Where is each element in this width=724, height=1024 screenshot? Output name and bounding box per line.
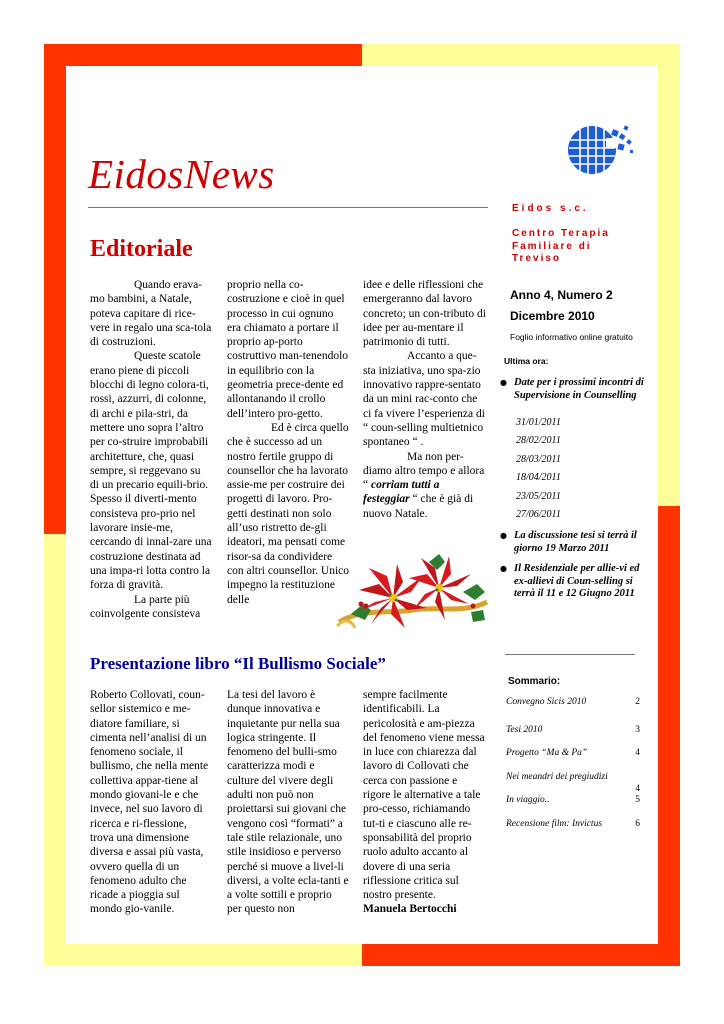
book-paragraph: La tesi del lavoro è dunque innovativa e inquietante pur nella sua logica stringente. Il fenomeno del bulli-smo caratterizza modi e culture del vivere degli adulti non può non proiettarsi sui giovani che vengono così “formati” a tale stile relazionale, uno stile insidioso e perverso perché si muove a livel-li diversi, a volte ecla-tanti e a volte sottili e proprio per questo non (227, 689, 349, 916)
editorial-column-2 (227, 278, 349, 607)
frame-bar-left-red (44, 44, 66, 534)
editorial-paragraph: Ed è circa quello che è successo ad un nostro fertile gruppo di counsellor che ha lavorato assie-me per costruire dei progetti di lavoro. Pro-getti destinati non solo all’uso ristretto de-gli ideatori, ma pensati come risor-sa da condividere con altri counsellor. Unico impegno la restituzione delle (227, 421, 349, 606)
toc-page: 5 (635, 795, 640, 805)
editorial-text: “ che è già di nuovo Natale. (363, 493, 474, 520)
toc-title: Convegno Sicis 2010 (506, 697, 587, 707)
editorial-paragraph: Accanto a que-sta iniziativa, uno spa-zio innovativo rappre-sentato da un mini rac-conto che ci fa vivere l’esperienza di “ coun-selling multietnico spontaneo “ . (363, 350, 485, 449)
date-item: 31/01/2011 (516, 417, 561, 428)
toc-page: 3 (635, 724, 640, 735)
issue-date: Dicembre 2010 (510, 309, 595, 323)
frame-bar-bottom-yellow (44, 944, 362, 966)
editorial-text: Ma non per-diamo altro tempo e allora “ (363, 450, 485, 492)
date-item: 27/06/2011 (516, 509, 561, 521)
list-item (500, 563, 644, 601)
organization-name: Eidos s.c. (512, 203, 589, 214)
table-row[interactable] (506, 819, 640, 831)
news-label: Ultima ora: (504, 356, 549, 366)
editorial-column-3 (363, 278, 486, 521)
editorial-paragraph: idee e delle riflessioni che emergeranno dal lavoro concreto; un con-tributo di idee per au-mentare il patrimonio di tutti. (363, 279, 486, 349)
news-list (500, 377, 644, 601)
toc-title: Progetto “Ma & Pa” (506, 748, 588, 758)
date-item: 28/03/2011 (516, 453, 561, 465)
frame-bar-left-yellow (44, 534, 66, 966)
table-row[interactable] (506, 748, 640, 760)
masthead-title: EidosNews (88, 151, 275, 197)
poinsettia-icon (333, 548, 493, 638)
list-item (500, 530, 644, 555)
news-text: La discussione tesi si terrà il giorno 19 Marzo 2011 (514, 530, 637, 554)
bullet-icon: ● (500, 378, 507, 387)
news-text: Il Residenziale per allie-vi ed ex-allievi di Coun-selling si terrà il 11 e 12 Giugno 2011 (514, 563, 640, 600)
toc-title: Nei meandri dei pregiudizi (506, 771, 608, 782)
table-row[interactable] (506, 795, 640, 807)
toc-page: 4 (635, 783, 640, 794)
toc-page: 6 (635, 818, 640, 829)
toc-title: In viaggio.. (506, 795, 550, 805)
frame-bar-right-red (658, 506, 680, 966)
editorial-paragraph: proprio nella co-costruzione e cioè in quel processo in cui ognuno era chiamato a portare il proprio ap-porto costruttivo man-tenendolo in equilibrio con la geometria prece-dente ed allontanando il crollo dell’intero pro-getto. (227, 279, 349, 420)
toc-page: 2 (635, 697, 640, 707)
book-column-3 (363, 688, 486, 917)
date-item: 28/02/2011 (516, 435, 561, 447)
bullet-icon: ● (500, 564, 507, 574)
editorial-emphasis: corriam tutti a festeggiar (363, 479, 440, 506)
editorial-paragraph: La parte più coinvolgente consisteva (90, 593, 201, 620)
book-paragraph: sempre facilmente identificabili. La pericolosità e am-piezza del fenomeno viene messa in luce con chiarezza dal lavoro di Collovati che cerca con passione e rigore le alternative a tale pro-cesso, richiamando tut-ti e ciascuno alle re-sponsabilità del proprio ruolo adulto accanto al dovere di una seria riflessione critica sul nostro presente. (363, 689, 485, 902)
book-column-2 (227, 688, 349, 917)
bullet-icon: ● (500, 531, 507, 541)
editorial-paragraph: Quando erava-mo bambini, a Natale, poteva capitare di rice-vere in regalo una sca-tola di costruzioni. (90, 279, 212, 349)
book-heading: Presentazione libro “Il Bullismo Sociale” (90, 654, 386, 673)
masthead-divider (88, 207, 488, 208)
frame-bar-bottom-red (362, 944, 680, 966)
organization-description: Centro Terapia Familiare di Treviso (512, 228, 610, 264)
dates-list (516, 414, 644, 524)
editorial-paragraph: Queste scatole erano piene di piccoli blocchi di legno colora-ti, rossi, azzurri, di colonne, di archi e pila-stri, da mettere uno sopra l’altro per co-struire improbabili architetture, che, quasi sempre, si reggevano su di un precario equili-brio. Spesso il diverti-mento consisteva pro-prio nel lavorare insie-me, cercando di innal-zare una costruzione destinata ad una impa-ri lotta contro la forza di gravità. (90, 350, 212, 592)
table-row[interactable] (506, 697, 640, 709)
date-item: 23/05/2011 (516, 490, 561, 502)
issue-description: Foglio informativo online gratuito (510, 332, 633, 342)
frame-bar-right-yellow (658, 44, 680, 506)
issue-number: Anno 4, Numero 2 (510, 288, 613, 302)
toc-page: 4 (635, 748, 640, 758)
editorial-column-1 (90, 278, 212, 621)
book-paragraph: Roberto Collovati, coun-sellor sistemico e me-diatore familiare, si cimenta nell’analisi di un fenomeno sociale, il bullismo, che nella mente collettiva appar-tiene al mondo giovani-le e che invece, nel suo lavoro di ricerca e ri-flessione, trova una dimensione diversa e assai più vasta, ovvero quella di un fenomeno adulto che ricade a pioggia sul mondo gio-vanile. (90, 689, 209, 916)
table-row[interactable] (506, 725, 640, 737)
sidebar-divider (505, 654, 635, 655)
frame-bar-top-red (44, 44, 362, 66)
eidos-logo-icon (566, 120, 638, 178)
summary-list (506, 697, 640, 830)
toc-title: Tesi 2010 (506, 724, 543, 735)
summary-heading: Sommario: (508, 676, 561, 687)
date-item: 18/04/2011 (516, 472, 561, 484)
frame-bar-top-yellow (362, 44, 680, 66)
book-column-1 (90, 688, 212, 917)
news-text: Date per i prossimi incontri di Supervisione in Counselling (514, 377, 644, 401)
editorial-heading: Editoriale (90, 236, 193, 262)
toc-title: Recensione film: Invictus (506, 818, 603, 829)
book-author: Manuela Bertocchi (363, 903, 457, 916)
table-row[interactable] (506, 771, 640, 794)
editorial-paragraph (363, 450, 486, 521)
list-item (500, 377, 644, 402)
